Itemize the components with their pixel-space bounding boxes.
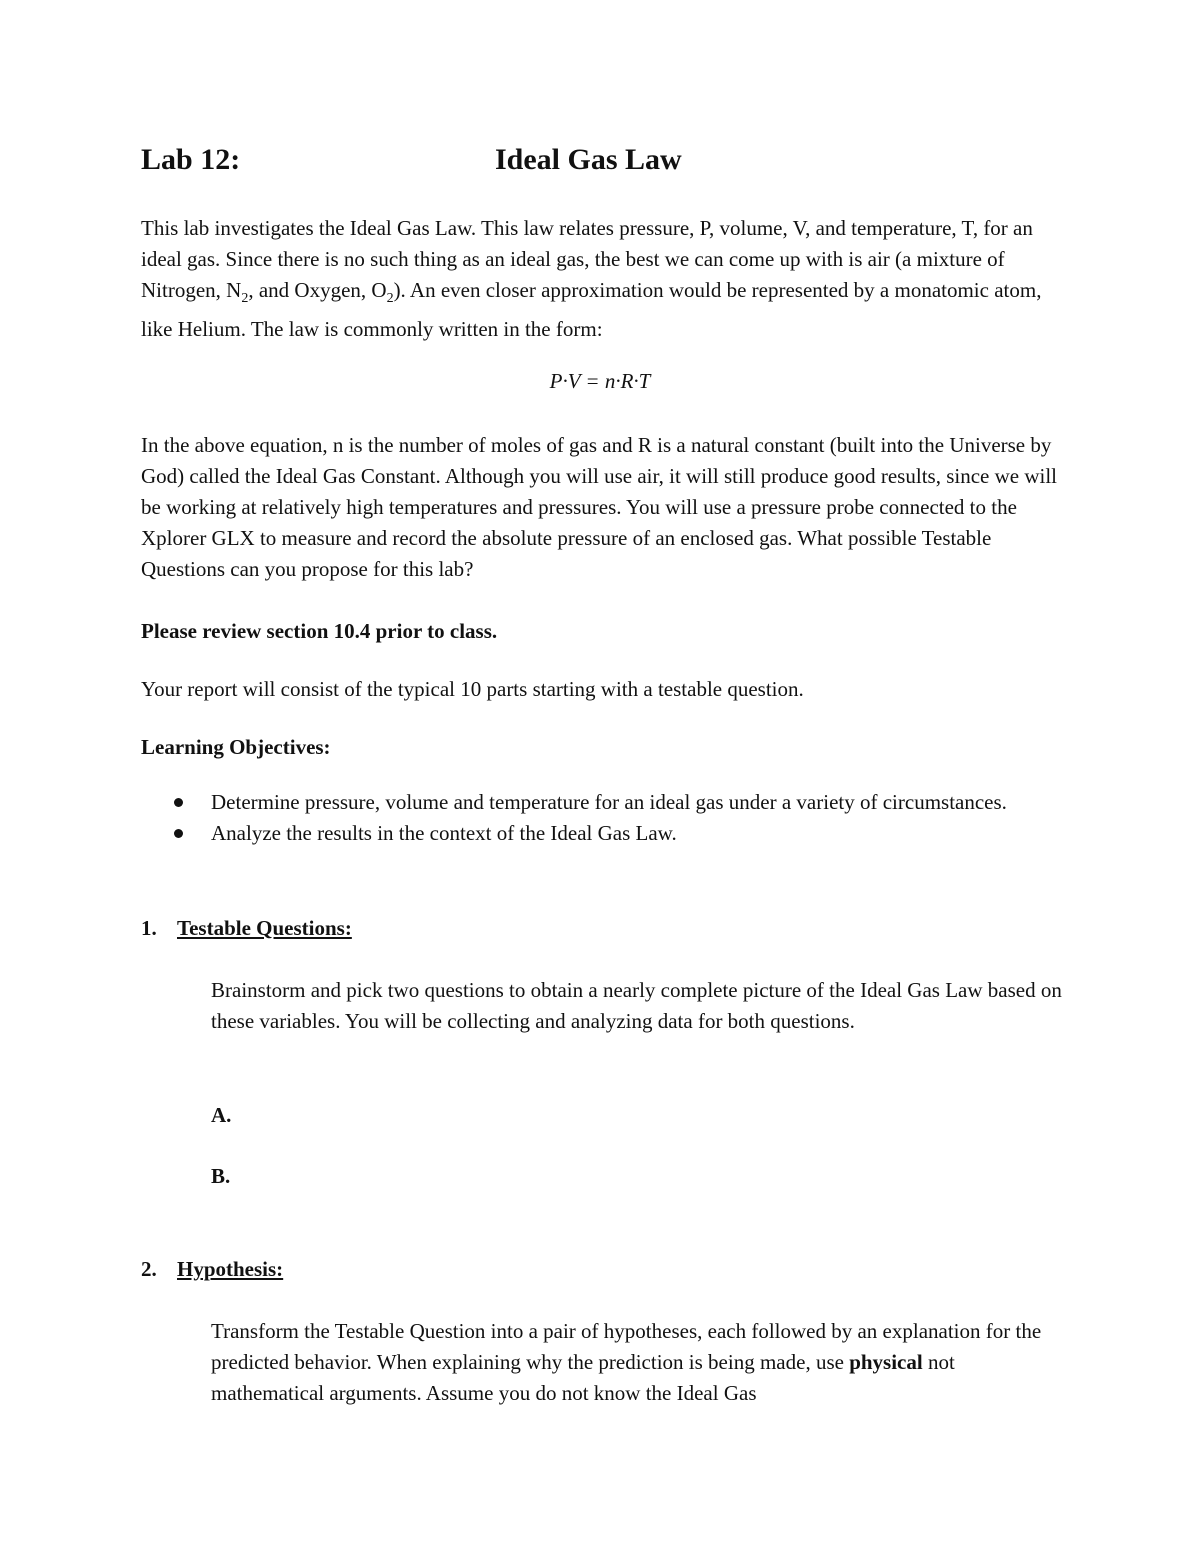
intro-text-1: This lab investigates the Ideal Gas Law. This law relates pressure, P, volume, V, and temperature, T, for an ideal gas. Since there is no such thing as an ideal gas, the best we can come up with is air (a mixture of Nitrogen, N [141,216,1033,302]
lab-topic-title: Ideal Gas Law [495,143,682,176]
question-b-label: B. [211,1164,231,1188]
objective-item: Determine pressure, volume and temperature for an ideal gas under a variety of circumstances. [141,787,1007,818]
question-a-label: A. [211,1103,232,1127]
section-1-label: Testable Questions: [177,916,352,940]
section-1-number: 1. [141,916,157,940]
section-2-number: 2. [141,1257,157,1281]
report-note: Your report will consist of the typical 10 parts starting with a testable question. [141,677,804,701]
section-1-body: Brainstorm and pick two questions to obtain a nearly complete picture of the Ideal Gas Law based on these variables. You will be collecting and analyzing data for both questions. [211,978,1062,1033]
lab-number-title: Lab 12: [141,143,241,176]
explanation-paragraph: In the above equation, n is the number of moles of gas and R is a natural constant (built into the Universe by God) called the Ideal Gas Constant. Although you will use air, it will still produce good results, since we will be working at relatively high temperatures and pressures. You will use a pressure probe connected to the Xplorer GLX to measure and record the absolute pressure of an enclosed gas. What possible Testable Questions can you propose for this lab? [141,433,1058,581]
section-2-text-2: not mathematical arguments. Assume you do not know the Ideal Gas [211,1350,955,1405]
intro-text-2: , and Oxygen, O [248,278,387,302]
section-1-heading [141,913,352,944]
objectives-list [141,787,1007,849]
intro-paragraph [141,213,1071,345]
objectives-heading: Learning Objectives: [141,735,331,759]
oxygen-subscript: 2 [386,291,394,307]
nitrogen-subscript: 2 [241,291,249,307]
section-2-body [211,1316,1071,1409]
section-2-bold-word: physical [849,1350,923,1374]
review-note: Please review section 10.4 prior to class. [141,619,498,643]
section-2-heading [141,1254,283,1285]
section-2-label: Hypothesis: [177,1257,284,1281]
section-2-text-1: Transform the Testable Question into a pair of hypotheses, each followed by an explanation for the predicted behavior. When explaining why the prediction is being made, use [211,1319,1042,1374]
objective-item: Analyze the results in the context of the Ideal Gas Law. [141,818,1007,849]
intro-text-3: ). An even closer approximation would be represented by a monatomic atom, like Helium. The law is commonly written in the form: [141,278,1042,342]
ideal-gas-equation: P·V = n·R·T [549,369,651,393]
